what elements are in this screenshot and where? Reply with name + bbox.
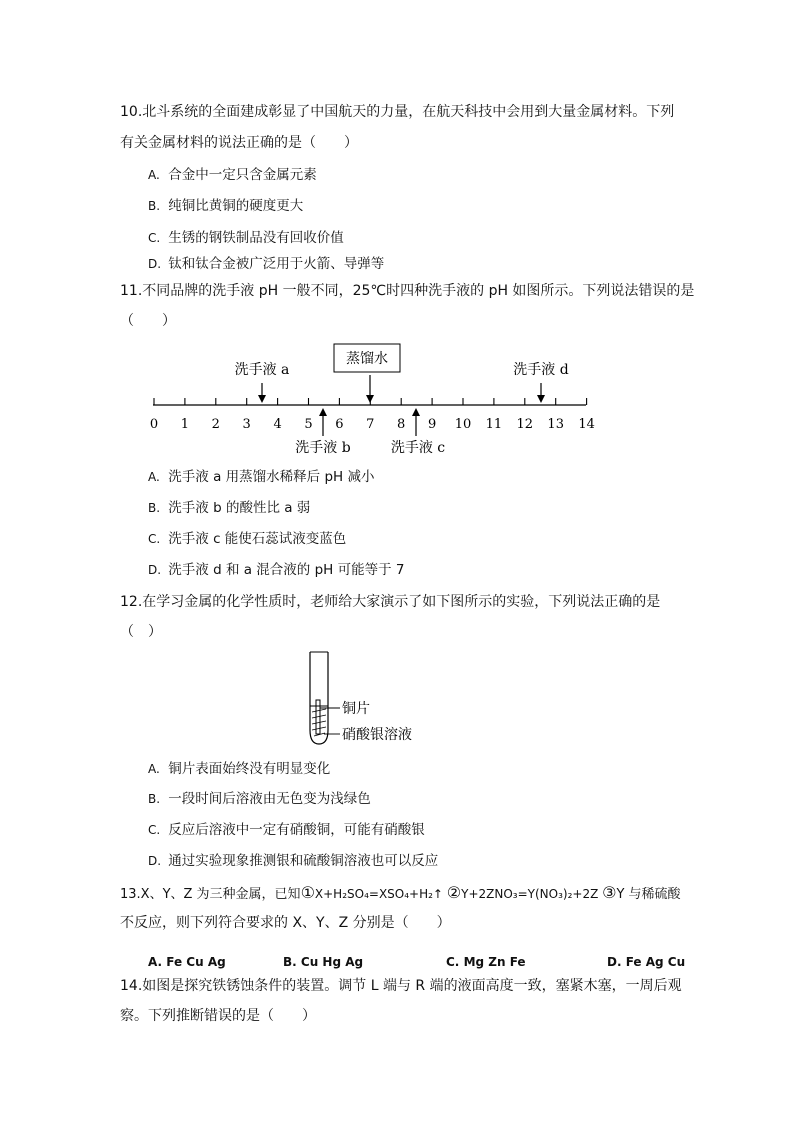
water-label: 蒸馏水: [346, 351, 388, 367]
q14-stem-line2: 察。下列推断错误的是（ ）: [120, 1008, 316, 1024]
ph-tick-label: 7: [366, 417, 375, 432]
option-text: 铜片表面始终没有明显变化: [168, 761, 331, 777]
circle-3: ③: [602, 883, 617, 902]
ph-tick-label: 4: [273, 417, 282, 432]
ph-tick-label: 11: [485, 417, 503, 432]
ph-tick-label: 0: [149, 417, 159, 432]
ph-tick-label: 5: [304, 417, 313, 432]
option-text: 钛和钛合金被广泛用于火箭、导弹等: [168, 256, 385, 272]
option-key: A.: [148, 168, 160, 182]
option-key: D.: [148, 257, 162, 271]
q10-option-a: [148, 165, 317, 185]
option-key: D.: [148, 854, 162, 868]
circle-1: ①: [300, 883, 315, 902]
q11-option-d: [148, 560, 405, 580]
ph-tick-label: 10: [454, 417, 472, 432]
arrow-a: [258, 383, 266, 403]
label-silver-nitrate: 硝酸银溶液: [342, 727, 412, 743]
q13-equation-2: Y+2ZNO₃=Y(NO₃)₂+2Z: [461, 887, 603, 901]
option-key: C.: [148, 532, 161, 546]
ph-tick-label: 14: [578, 417, 595, 432]
circle-2: ②: [446, 883, 462, 902]
option-key: B.: [283, 955, 297, 969]
option-key: D.: [148, 563, 162, 577]
arrow-b: [319, 408, 327, 436]
q12-option-c: [148, 820, 425, 840]
ph-tick-label: 9: [427, 417, 437, 432]
option-key: B.: [148, 199, 161, 213]
label-d: 洗手液 d: [513, 362, 569, 378]
option-key: A.: [148, 470, 160, 484]
arrow-c: [412, 408, 420, 436]
option-text: 反应后溶液中一定有硝酸铜，可能有硝酸银: [168, 822, 425, 838]
q11-stem-line1: 11.不同品牌的洗手液 pH 一般不同，25℃时四种洗手液的 pH 如图所示。下列说法错误的是: [120, 283, 695, 299]
option-text: 洗手液 c 能使石蕊试液变蓝色: [168, 531, 347, 547]
option-text: 洗手液 d 和 a 混合液的 pH 可能等于 7: [168, 562, 405, 578]
label-copper: 铜片: [342, 701, 370, 717]
option-text: 一段时间后溶液由无色变为浅绿色: [168, 791, 371, 807]
q10-option-b: [148, 196, 303, 216]
arrow-d: [537, 383, 545, 403]
ph-tick-label: 6: [335, 417, 344, 432]
option-text: 通过实验现象推测银和硫酸铜溶液也可以反应: [168, 853, 439, 869]
option-text: Fe Ag Cu: [625, 955, 686, 969]
ph-tick-label: 2: [211, 417, 220, 432]
option-key: C.: [446, 955, 460, 969]
option-text: 洗手液 a 用蒸馏水稀释后 pH 减小: [168, 469, 375, 485]
q11-option-c: [148, 529, 346, 549]
q10-stem-line1: 10.北斗系统的全面建成彰显了中国航天的力量，在航天科技中会用到大量金属材料。下列: [120, 104, 675, 120]
option-text: Fe Cu Ag: [166, 955, 226, 969]
label-a: 洗手液 a: [234, 362, 290, 378]
label-b: 洗手液 b: [295, 440, 351, 456]
q10-option-d: [148, 254, 384, 274]
ph-tick-labels: [150, 417, 595, 432]
option-key: C.: [148, 823, 161, 837]
q11-option-b: [148, 498, 310, 518]
q10-option-c: [148, 228, 344, 248]
q13-stem-line1: [120, 883, 681, 905]
label-c: 洗手液 c: [390, 440, 446, 456]
q13-option-c: [446, 955, 526, 969]
q12-option-d: [148, 851, 438, 871]
option-text: Cu Hg Ag: [300, 955, 364, 969]
q11-option-a: [148, 467, 374, 487]
ph-scale-figure: [0, 340, 794, 460]
ph-tick-label: 3: [242, 417, 251, 432]
q11-stem-line2: （ ）: [120, 313, 176, 329]
q13-equation-3: Y 与稀硫酸: [616, 887, 681, 902]
q12-stem-line2: （ ）: [120, 624, 162, 640]
option-text: 洗手液 b 的酸性比 a 弱: [168, 500, 311, 516]
ph-tick-label: 1: [180, 417, 190, 432]
q13-option-b: [283, 955, 363, 969]
q12-stem-line1: 12.在学习金属的化学性质时，老师给大家演示了如下图所示的实验，下列说法正确的是: [120, 594, 661, 610]
option-key: A.: [148, 955, 163, 969]
q14-stem-line1: 14.如图是探究铁锈蚀条件的装置。调节 L 端与 R 端的液面高度一致，塞紧木塞，一周后观: [120, 978, 682, 994]
ph-tick-label: 8: [397, 417, 406, 432]
q13-equation-1: X+H₂SO₄=XSO₄+H₂↑: [314, 887, 447, 901]
option-key: D.: [607, 955, 622, 969]
q10-stem-line2: 有关金属材料的说法正确的是（ ）: [120, 135, 358, 151]
option-text: 纯铜比黄铜的硬度更大: [168, 198, 304, 214]
arrow-water: [366, 375, 374, 403]
q13-option-a: [148, 955, 226, 969]
test-tube-figure: [300, 650, 440, 750]
q12-option-b: [148, 789, 371, 809]
option-key: B.: [148, 792, 161, 806]
liquid-hatching: [312, 709, 326, 736]
option-text: 合金中一定只含金属元素: [168, 167, 317, 183]
option-text: 生锈的钢铁制品没有回收价值: [168, 230, 344, 246]
option-key: B.: [148, 501, 161, 515]
q13-option-d: [607, 955, 685, 969]
q13-prefix: 13.X、Y、Z 为三种金属，已知: [120, 887, 301, 902]
option-text: Mg Zn Fe: [463, 955, 526, 969]
q12-option-a: [148, 759, 330, 779]
option-key: C.: [148, 231, 161, 245]
ph-tick-label: 12: [516, 417, 534, 432]
ph-tick-label: 13: [547, 417, 564, 432]
q13-stem-line2: 不反应，则下列符合要求的 X、Y、Z 分别是（ ）: [120, 915, 451, 931]
option-key: A.: [148, 762, 160, 776]
